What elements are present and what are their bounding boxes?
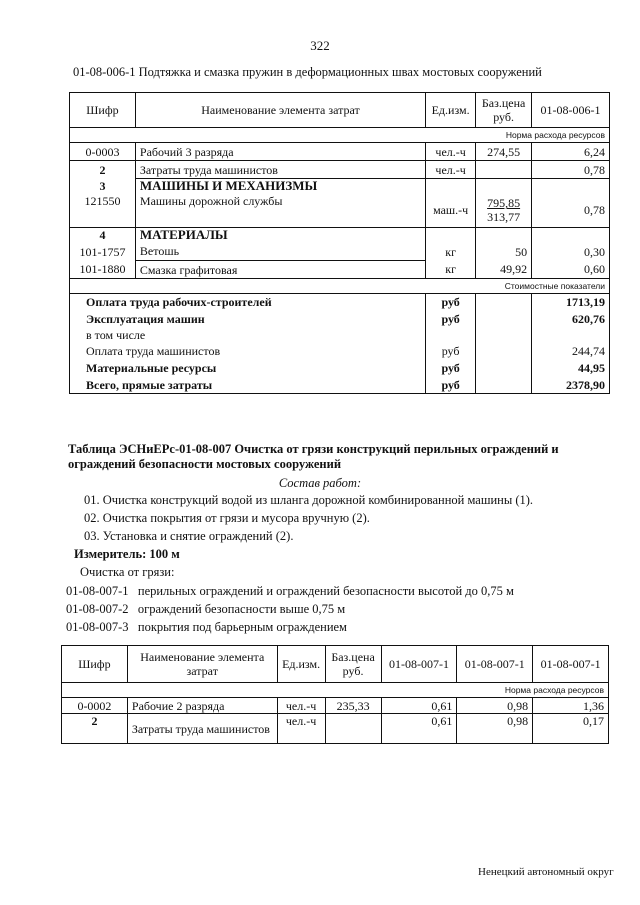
step-2: 02. Очистка покрытия от грязи и мусора вручную (2). — [84, 511, 370, 525]
step-3: 03. Установка и снятие ограждений (2). — [84, 529, 294, 543]
cost-row: в том числе — [70, 328, 610, 343]
table-row: 0-0002 Рабочие 2 разряда чел.-ч 235,33 0,61 0,98 1,36 — [62, 698, 609, 714]
table2-title: Таблица ЭСНиЕРс-01-08-007 Очистка от грязи конструкций перильных ограждений и ограждений безопасности мостовых сооружений — [68, 442, 559, 471]
cost-row: Всего, прямые затраты руб 2378,90 — [70, 377, 610, 394]
norm-label: Норма расхода ресурсов — [62, 683, 609, 698]
header-code: Шифр — [62, 646, 128, 683]
header-price: Баз.цена руб. — [476, 93, 532, 128]
item-1: 01-08-007-1 перильных ограждений и ограждений безопасности высотой до 0,75 м — [66, 584, 514, 598]
table1 — [69, 92, 610, 394]
item-2: 01-08-007-2 ограждений безопасности выше 0,75 м — [66, 602, 346, 616]
cost-row: Материальные ресурсы руб 44,95 — [70, 360, 610, 377]
cost-row: Оплата труда машинистов руб 244,74 — [70, 343, 610, 360]
header-price: Баз.цена руб. — [325, 646, 381, 683]
table-row: 2 Затраты труда машинистов чел.-ч 0,78 — [70, 161, 610, 179]
norm-label: Норма расхода ресурсов — [70, 128, 610, 143]
section-row: 4 МАТЕРИАЛЫ — [70, 228, 610, 243]
header-name: Наименование элемента затрат — [135, 93, 425, 128]
measure: Измеритель: 100 м — [74, 547, 180, 561]
table2 — [61, 645, 609, 744]
header-unit: Ед.изм. — [426, 93, 476, 128]
cleaning-label: Очистка от грязи: — [80, 565, 175, 579]
step-1: 01. Очистка конструкций водой из шланга дорожной комбинированной машины (1). — [84, 493, 534, 507]
machine-price-2: 313,77 — [487, 210, 521, 225]
header-norm-code-1: 01-08-007-1 — [381, 646, 457, 683]
header-name: Наименование элемента затрат — [127, 646, 277, 683]
cost-row: Эксплуатация машин руб 620,76 — [70, 311, 610, 328]
table1-title: 01-08-006-1 Подтяжка и смазка пружин в деформационных швах мостовых сооружений — [73, 65, 542, 79]
page-number: 322 — [310, 38, 330, 53]
item-3: 01-08-007-3 покрытия под барьерным ограждением — [66, 620, 347, 634]
machine-price: 795,85 — [487, 196, 521, 211]
header-norm-code: 01-08-006-1 — [532, 93, 610, 128]
table-row: 101-1880 Смазка графитовая кг 49,92 0,60 — [70, 261, 610, 279]
table-row: 101-1757 Ветошь кг 50 0,30 — [70, 243, 610, 261]
header-code: Шифр — [70, 93, 136, 128]
section-row: 3 МАШИНЫ И МЕХАНИЗМЫ — [70, 179, 610, 194]
header-unit: Ед.изм. — [277, 646, 325, 683]
header-norm-code-2: 01-08-007-1 — [457, 646, 533, 683]
header-norm-code-3: 01-08-007-1 — [533, 646, 609, 683]
footer-region: Ненецкий автономный округ — [478, 866, 614, 878]
composition-label: Состав работ: — [278, 476, 362, 490]
cost-row: Оплата труда рабочих-строителей руб 1713,19 — [70, 294, 610, 311]
cost-label: Стоимостные показатели — [70, 279, 610, 294]
table-row: 121550 Машины дорожной службы маш.-ч 795,85 313,77 0,78 — [70, 194, 610, 228]
table-row: 0-0003 Рабочий 3 разряда чел.-ч 274,55 6,24 — [70, 143, 610, 161]
table-row: 2 Затраты труда машинистов чел.-ч 0,61 0,98 0,17 — [62, 714, 609, 744]
